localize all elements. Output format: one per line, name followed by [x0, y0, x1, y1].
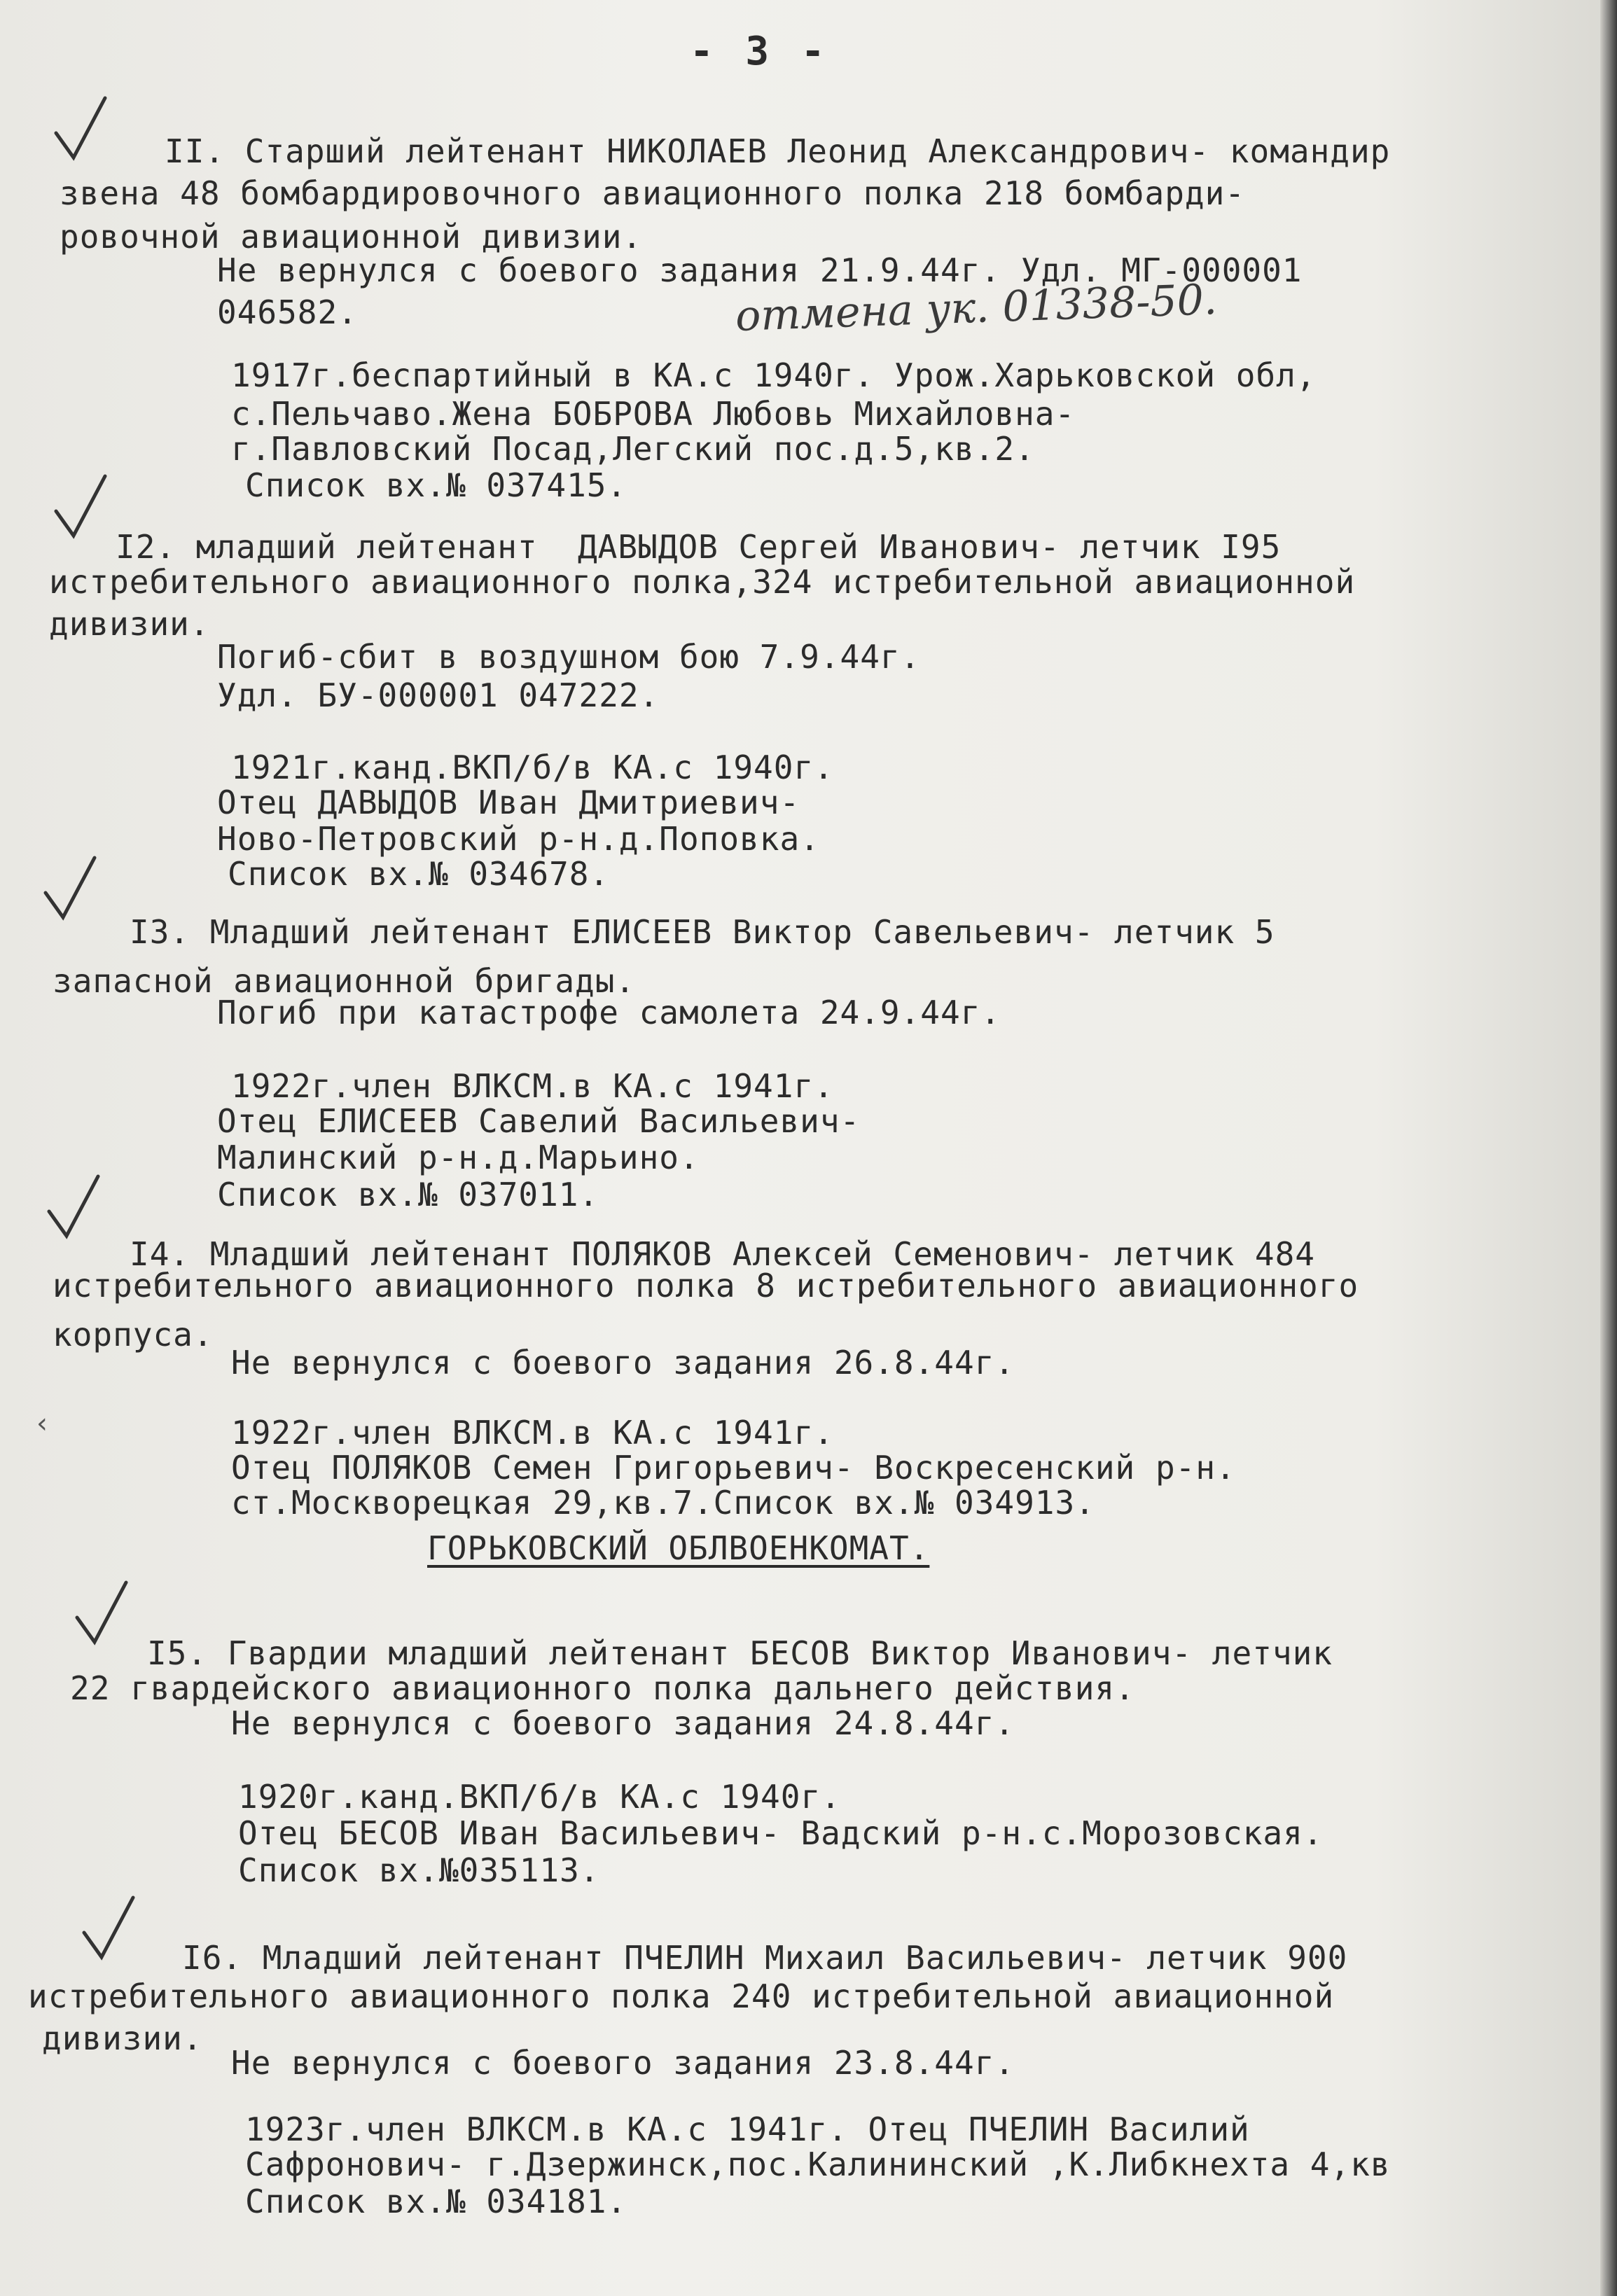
text-line: звена 48 бомбардировочного авиационного полка 218 бомбарди-: [60, 174, 1245, 212]
text-line: Список вх.№ 034181.: [245, 2183, 627, 2220]
text-line: Малинский р-н.д.Марьино.: [217, 1139, 700, 1176]
check-mark-icon: [49, 469, 112, 546]
text-line: Список вх.№ 034678.: [228, 855, 610, 893]
text-line: I5. Гвардии младший лейтенант БЕСОВ Виктор Иванович- летчик: [147, 1634, 1333, 1672]
text-line: Ново-Петровский р-н.д.Поповка.: [217, 820, 820, 858]
text-line: с.Пельчаво.Жена БОБРОВА Любовь Михайловна-: [231, 395, 1076, 433]
text-line: 1922г.член ВЛКСМ.в КА.с 1941г.: [231, 1067, 834, 1105]
text-line: 1920г.канд.ВКП/б/в КА.с 1940г.: [238, 1778, 841, 1816]
text-line: I6. Младший лейтенант ПЧЕЛИН Михаил Васильевич- летчик 900: [182, 1939, 1348, 1977]
text-line: Список вх.№ 037011.: [217, 1176, 599, 1213]
margin-mark-icon: ‹: [36, 1407, 48, 1440]
text-line: Список вх.№ 037415.: [245, 466, 627, 504]
text-line: запасной авиационной бригады.: [53, 962, 636, 1000]
check-mark-icon: [70, 1575, 133, 1653]
text-line: 1922г.член ВЛКСМ.в КА.с 1941г.: [231, 1414, 834, 1452]
check-mark-icon: [49, 91, 112, 168]
text-line: Не вернулся с боевого задания 23.8.44г.: [231, 2044, 1015, 2082]
text-line: истребительного авиационного полка,324 истребительной авиационной: [49, 563, 1356, 601]
text-line: г.Павловский Посад,Легский пос.д.5,кв.2.: [231, 430, 1035, 468]
text-line: Отец ЕЛИСЕЕВ Савелий Васильевич-: [217, 1102, 861, 1140]
text-line: 046582.: [217, 293, 358, 331]
text-line: Не вернулся с боевого задания 24.8.44г.: [231, 1704, 1015, 1742]
text-line: Не вернулся с боевого задания 21.9.44г. Удл. МГ-000001: [217, 251, 1303, 289]
check-mark-icon: [77, 1891, 140, 1968]
text-line: Погиб при катастрофе самолета 24.9.44г.: [217, 994, 1001, 1031]
page-edge-shadow: [1600, 0, 1617, 2296]
text-line: Отец ПОЛЯКОВ Семен Григорьевич- Воскресенский р-н.: [231, 1449, 1236, 1487]
text-line: Погиб-сбит в воздушном бою 7.9.44г.: [217, 638, 921, 676]
text-line: Сафронович- г.Дзержинск,пос.Калининский ,К.Либкнехта 4,кв: [245, 2145, 1391, 2183]
text-line: Список вх.№035113.: [238, 1851, 600, 1889]
text-line: ровочной авиационной дивизии.: [60, 218, 643, 256]
check-mark-icon: [42, 1169, 105, 1246]
text-line: ст.Москворецкая 29,кв.7.Список вх.№ 034913.: [231, 1484, 1095, 1522]
text-line: I2. младший лейтенант ДАВЫДОВ Сергей Иванович- летчик I95: [116, 528, 1282, 566]
section-header: ГОРЬКОВСКИЙ ОБЛВОЕНКОМАТ.: [427, 1529, 930, 1567]
text-line: I4. Младший лейтенант ПОЛЯКОВ Алексей Семенович- летчик 484: [130, 1235, 1315, 1273]
text-line: корпуса.: [53, 1316, 214, 1354]
text-line: дивизии.: [42, 2019, 203, 2057]
text-line: Удл. БУ-000001 047222.: [217, 676, 660, 714]
text-line: 1917г.беспартийный в КА.с 1940г. Урож.Харьковской обл,: [231, 356, 1317, 394]
text-line: истребительного авиационного полка 240 истребительной авиационной: [28, 1977, 1335, 2015]
text-line: I3. Младший лейтенант ЕЛИСЕЕВ Виктор Савельевич- летчик 5: [130, 913, 1275, 951]
text-line: 1923г.член ВЛКСМ.в КА.с 1941г. Отец ПЧЕЛИН Василий: [245, 2110, 1250, 2148]
text-line: истребительного авиационного полка 8 истребительного авиационного: [53, 1267, 1359, 1304]
text-line: Отец БЕСОВ Иван Васильевич- Вадский р-н.с.Морозовская.: [238, 1814, 1324, 1852]
text-line: 1921г.канд.ВКП/б/в КА.с 1940г.: [231, 749, 834, 786]
text-line: дивизии.: [49, 605, 210, 643]
text-line: II. Старший лейтенант НИКОЛАЕВ Леонид Александрович- командир: [165, 132, 1391, 170]
text-line: 22 гвардейского авиационного полка дальнего действия.: [70, 1669, 1135, 1707]
page-number: - 3 -: [690, 29, 829, 74]
text-line: Отец ДАВЫДОВ Иван Дмитриевич-: [217, 784, 800, 821]
handwritten-note: отмена ук. 01338-50.: [734, 275, 1218, 341]
text-line: Не вернулся с боевого задания 26.8.44г.: [231, 1344, 1015, 1382]
check-mark-icon: [39, 851, 102, 928]
